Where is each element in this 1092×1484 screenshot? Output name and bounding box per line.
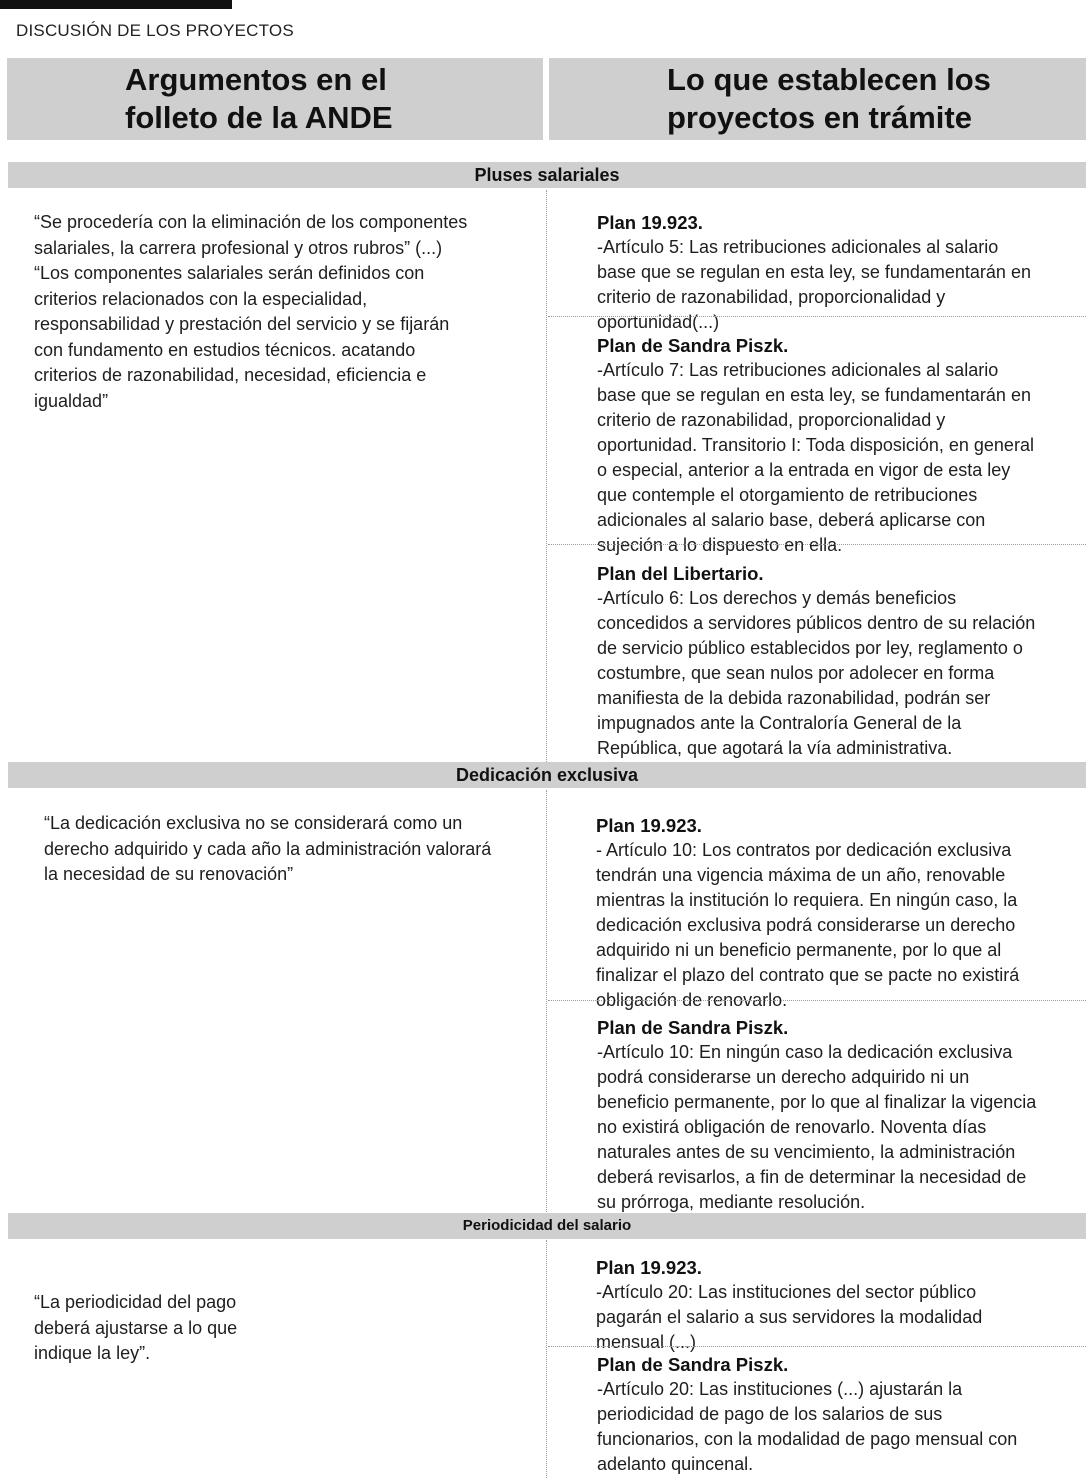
plan-text: -Artículo 20: Las instituciones (...) ajustarán la periodicidad de pago de los salarios de sus funcionarios, con la modalidad de pago mensual con adelanto quincenal. [597,1379,1018,1474]
section-title-periodicidad-salario: Periodicidad del salario [8,1213,1086,1239]
plan-block [597,1015,1045,1215]
plan-text: -Artículo 10: En ningún caso la dedicación exclusiva podrá considerarse un derecho adquirido ni un beneficio permanente, por lo que al finalizar la vigencia no existirá obligación de renovarlo. Noventa días naturales antes de su vencimiento, la administración deberá revisarlos, a fin de determinar la necesidad de su prórroga, mediante resolución. [597,1042,1037,1212]
plan-title: Plan de Sandra Piszk. [597,1017,789,1038]
plan-block [596,813,1044,1013]
plan-divider [548,1000,1086,1001]
right-header-line-1: Lo que establecen los [667,62,991,97]
section-title-dedicacion-exclusiva: Dedicación exclusiva [8,762,1086,788]
left-header-line-2: folleto de la ANDE [125,100,393,135]
section-kicker: DISCUSIÓN DE LOS PROYECTOS [16,21,294,40]
plan-divider [548,1346,1086,1347]
plan-text: -Artículo 20: Las instituciones del sector público pagarán el salario a sus servidores la modalidad mensual (...) [596,1282,983,1352]
left-column-header [7,58,543,140]
plan-text: -Artículo 5: Las retribuciones adicionales al salario base que se regulan en esta ley, se fundamentarán en criterio de razonabilidad, proporcionalidad y oportunidad(...) [597,237,1031,332]
plan-text: - Artículo 10: Los contratos por dedicación exclusiva tendrán una vigencia máxima de un año, renovable mientras la institución lo requiera. En ningún caso, la dedicación exclusiva podrá considerarse un derecho adquirido ni un beneficio permanente, por lo que al finalizar el plazo del contrato que se pacte no existirá obligación de renovarlo. [596,840,1020,1010]
column-divider [546,790,547,1212]
plan-divider [548,316,1086,317]
ande-quote-periodicidad: “La periodicidad del pago deberá ajustarse a lo que indique la ley”. [34,1292,238,1363]
plan-block [597,561,1041,761]
right-column-header [549,58,1086,140]
plan-block [597,1352,1049,1477]
plan-title: Plan de Sandra Piszk. [597,1354,789,1375]
plan-text: -Artículo 7: Las retribuciones adicionales al salario base que se regulan en esta ley, se fundamentarán en criterio de razonabilidad, proporcionalidad y oportunidad. Transitorio I: Toda disposición, en general o especial, anterior a la entrada en vigor de esta ley que contemple el otorgamiento de retribuciones adicionales al salario base, deberá aplicarse con sujeción a lo dispuesto en ella. [597,360,1034,555]
column-divider [546,1240,547,1478]
plan-title: Plan 19.923. [596,815,702,836]
left-header-line-1: Argumentos en el [125,62,387,97]
section-title-pluses-salariales: Pluses salariales [8,162,1086,188]
ande-quote-dedicacion: “La dedicación exclusiva no se considerará como un derecho adquirido y cada año la administración valorará la necesidad de su renovación” [44,813,492,884]
plan-block [596,1255,1044,1355]
ande-quote-pluses: “Se procedería con la eliminación de los componentes salariales, la carrera profesional y otros rubros” (...) “Los componentes salariales serán definidos con criterios relacionados con la especialidad, responsabilidad y prestación del servicio y se fijarán con fundamento en estudios técnicos. acatando criterios de razonabilidad, necesidad, eficiencia e igualdad” [34,212,468,411]
plan-text: -Artículo 6: Los derechos y demás beneficios concedidos a servidores públicos dentro de su relación de servicio público establecidos por ley, reglamento o costumbre, que sean nulos por adolecer en forma manifiesta de la debida razonabilidad, podrán ser impugnados ante la Contraloría General de la República, que agotará la vía administrativa. [597,588,1036,758]
plan-block [597,333,1041,558]
plan-title: Plan 19.923. [597,212,703,233]
plan-title: Plan del Libertario. [597,563,764,584]
plan-divider [548,544,1086,545]
plan-title: Plan 19.923. [596,1257,702,1278]
right-header-line-2: proyectos en trámite [667,100,972,135]
top-accent-bar [0,0,232,9]
plan-title: Plan de Sandra Piszk. [597,335,789,356]
column-divider [546,190,547,762]
